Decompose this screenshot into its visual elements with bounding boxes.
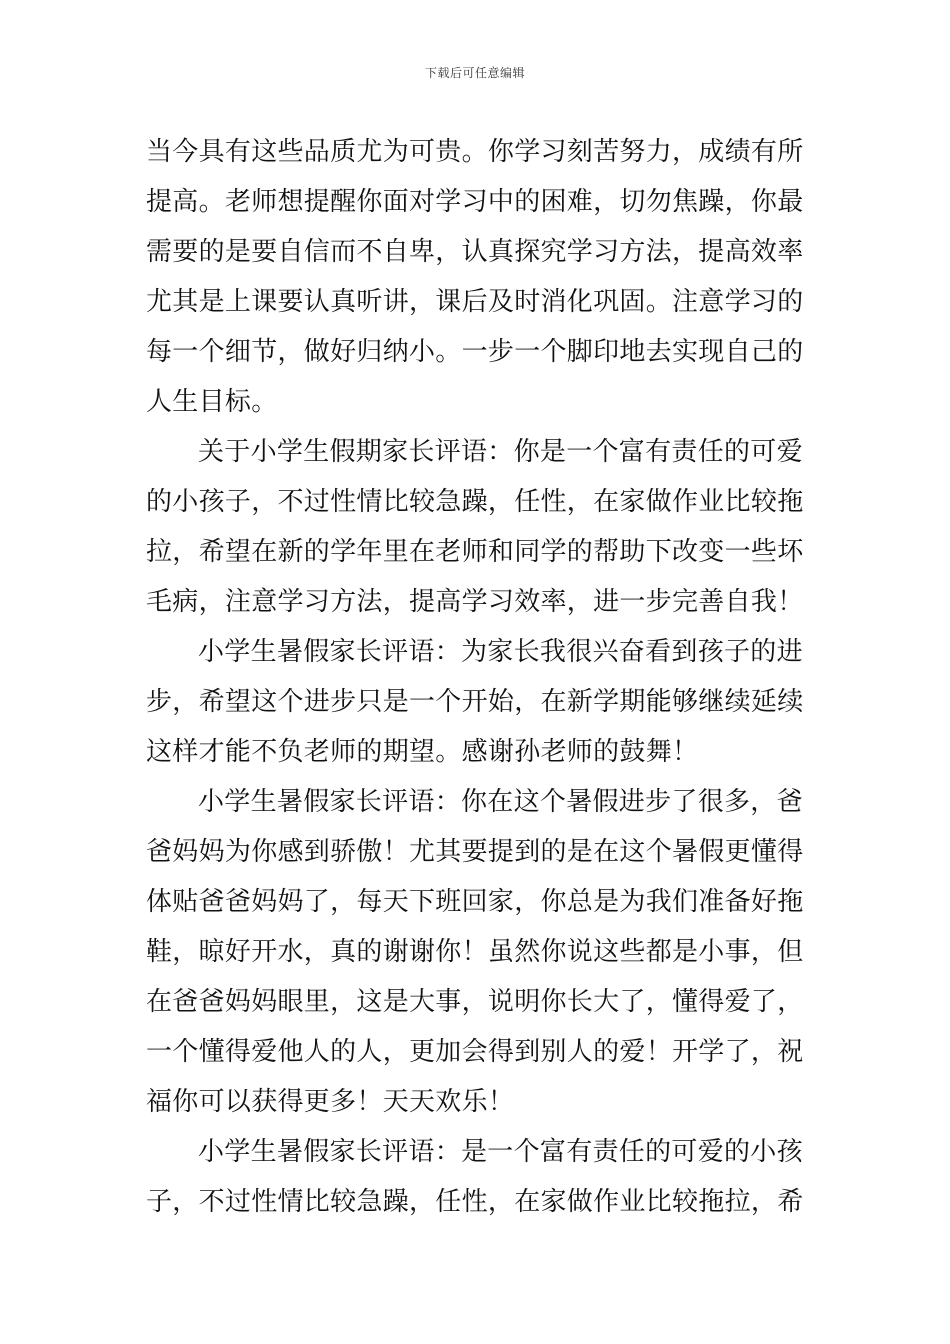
text-line: 每一个细节，做好归纳小。一步一个脚印地去实现自己的 [146, 337, 804, 367]
text-line: 这样才能不负老师的期望。感谢孙老师的鼓舞！ [146, 737, 699, 767]
document-body [146, 127, 808, 1227]
text-line: 毛病，注意学习方法，提高学习效率，进一步完善自我！ [146, 587, 804, 617]
text-line: 福你可以获得更多！天天欢乐！ [146, 1087, 515, 1117]
text-line: 在爸爸妈妈眼里，这是大事，说明你长大了，懂得爱了， [146, 987, 804, 1017]
text-line: 需要的是要自信而不自卑，认真探究学习方法，提高效率 [146, 237, 804, 267]
paragraph-first-line: 小学生暑假家长评语：是一个富有责任的可爱的小孩 [198, 1137, 803, 1167]
text-line: 人生目标。 [146, 387, 278, 417]
paragraph-first-line: 关于小学生假期家长评语：你是一个富有责任的可爱 [198, 437, 803, 467]
text-line: 拉，希望在新的学年里在老师和同学的帮助下改变一些坏 [146, 537, 804, 567]
text-line: 尤其是上课要认真听讲，课后及时消化巩固。注意学习的 [146, 287, 804, 317]
text-line: 鞋，晾好开水，真的谢谢你！虽然你说这些都是小事，但 [146, 937, 804, 967]
page-header: 下载后可任意编辑 [424, 66, 525, 80]
text-line: 的小孩子，不过性情比较急躁，任性，在家做作业比较拖 [146, 487, 804, 517]
text-line: 提高。老师想提醒你面对学习中的困难，切勿焦躁，你最 [146, 187, 804, 217]
paragraph-first-line: 小学生暑假家长评语：为家长我很兴奋看到孩子的进 [198, 637, 803, 667]
text-line: 体贴爸爸妈妈了，每天下班回家，你总是为我们准备好拖 [146, 887, 804, 917]
paragraph-first-line: 小学生暑假家长评语：你在这个暑假进步了很多，爸 [198, 787, 803, 817]
text-line: 子，不过性情比较急躁，任性，在家做作业比较拖拉，希 [146, 1187, 804, 1217]
text-line: 爸妈妈为你感到骄傲！尤其要提到的是在这个暑假更懂得 [146, 837, 804, 867]
text-line: 步，希望这个进步只是一个开始，在新学期能够继续延续 [146, 687, 804, 717]
text-line: 当今具有这些品质尤为可贵。你学习刻苦努力，成绩有所 [146, 137, 804, 167]
text-line: 一个懂得爱他人的人，更加会得到别人的爱！开学了，祝 [146, 1037, 804, 1067]
